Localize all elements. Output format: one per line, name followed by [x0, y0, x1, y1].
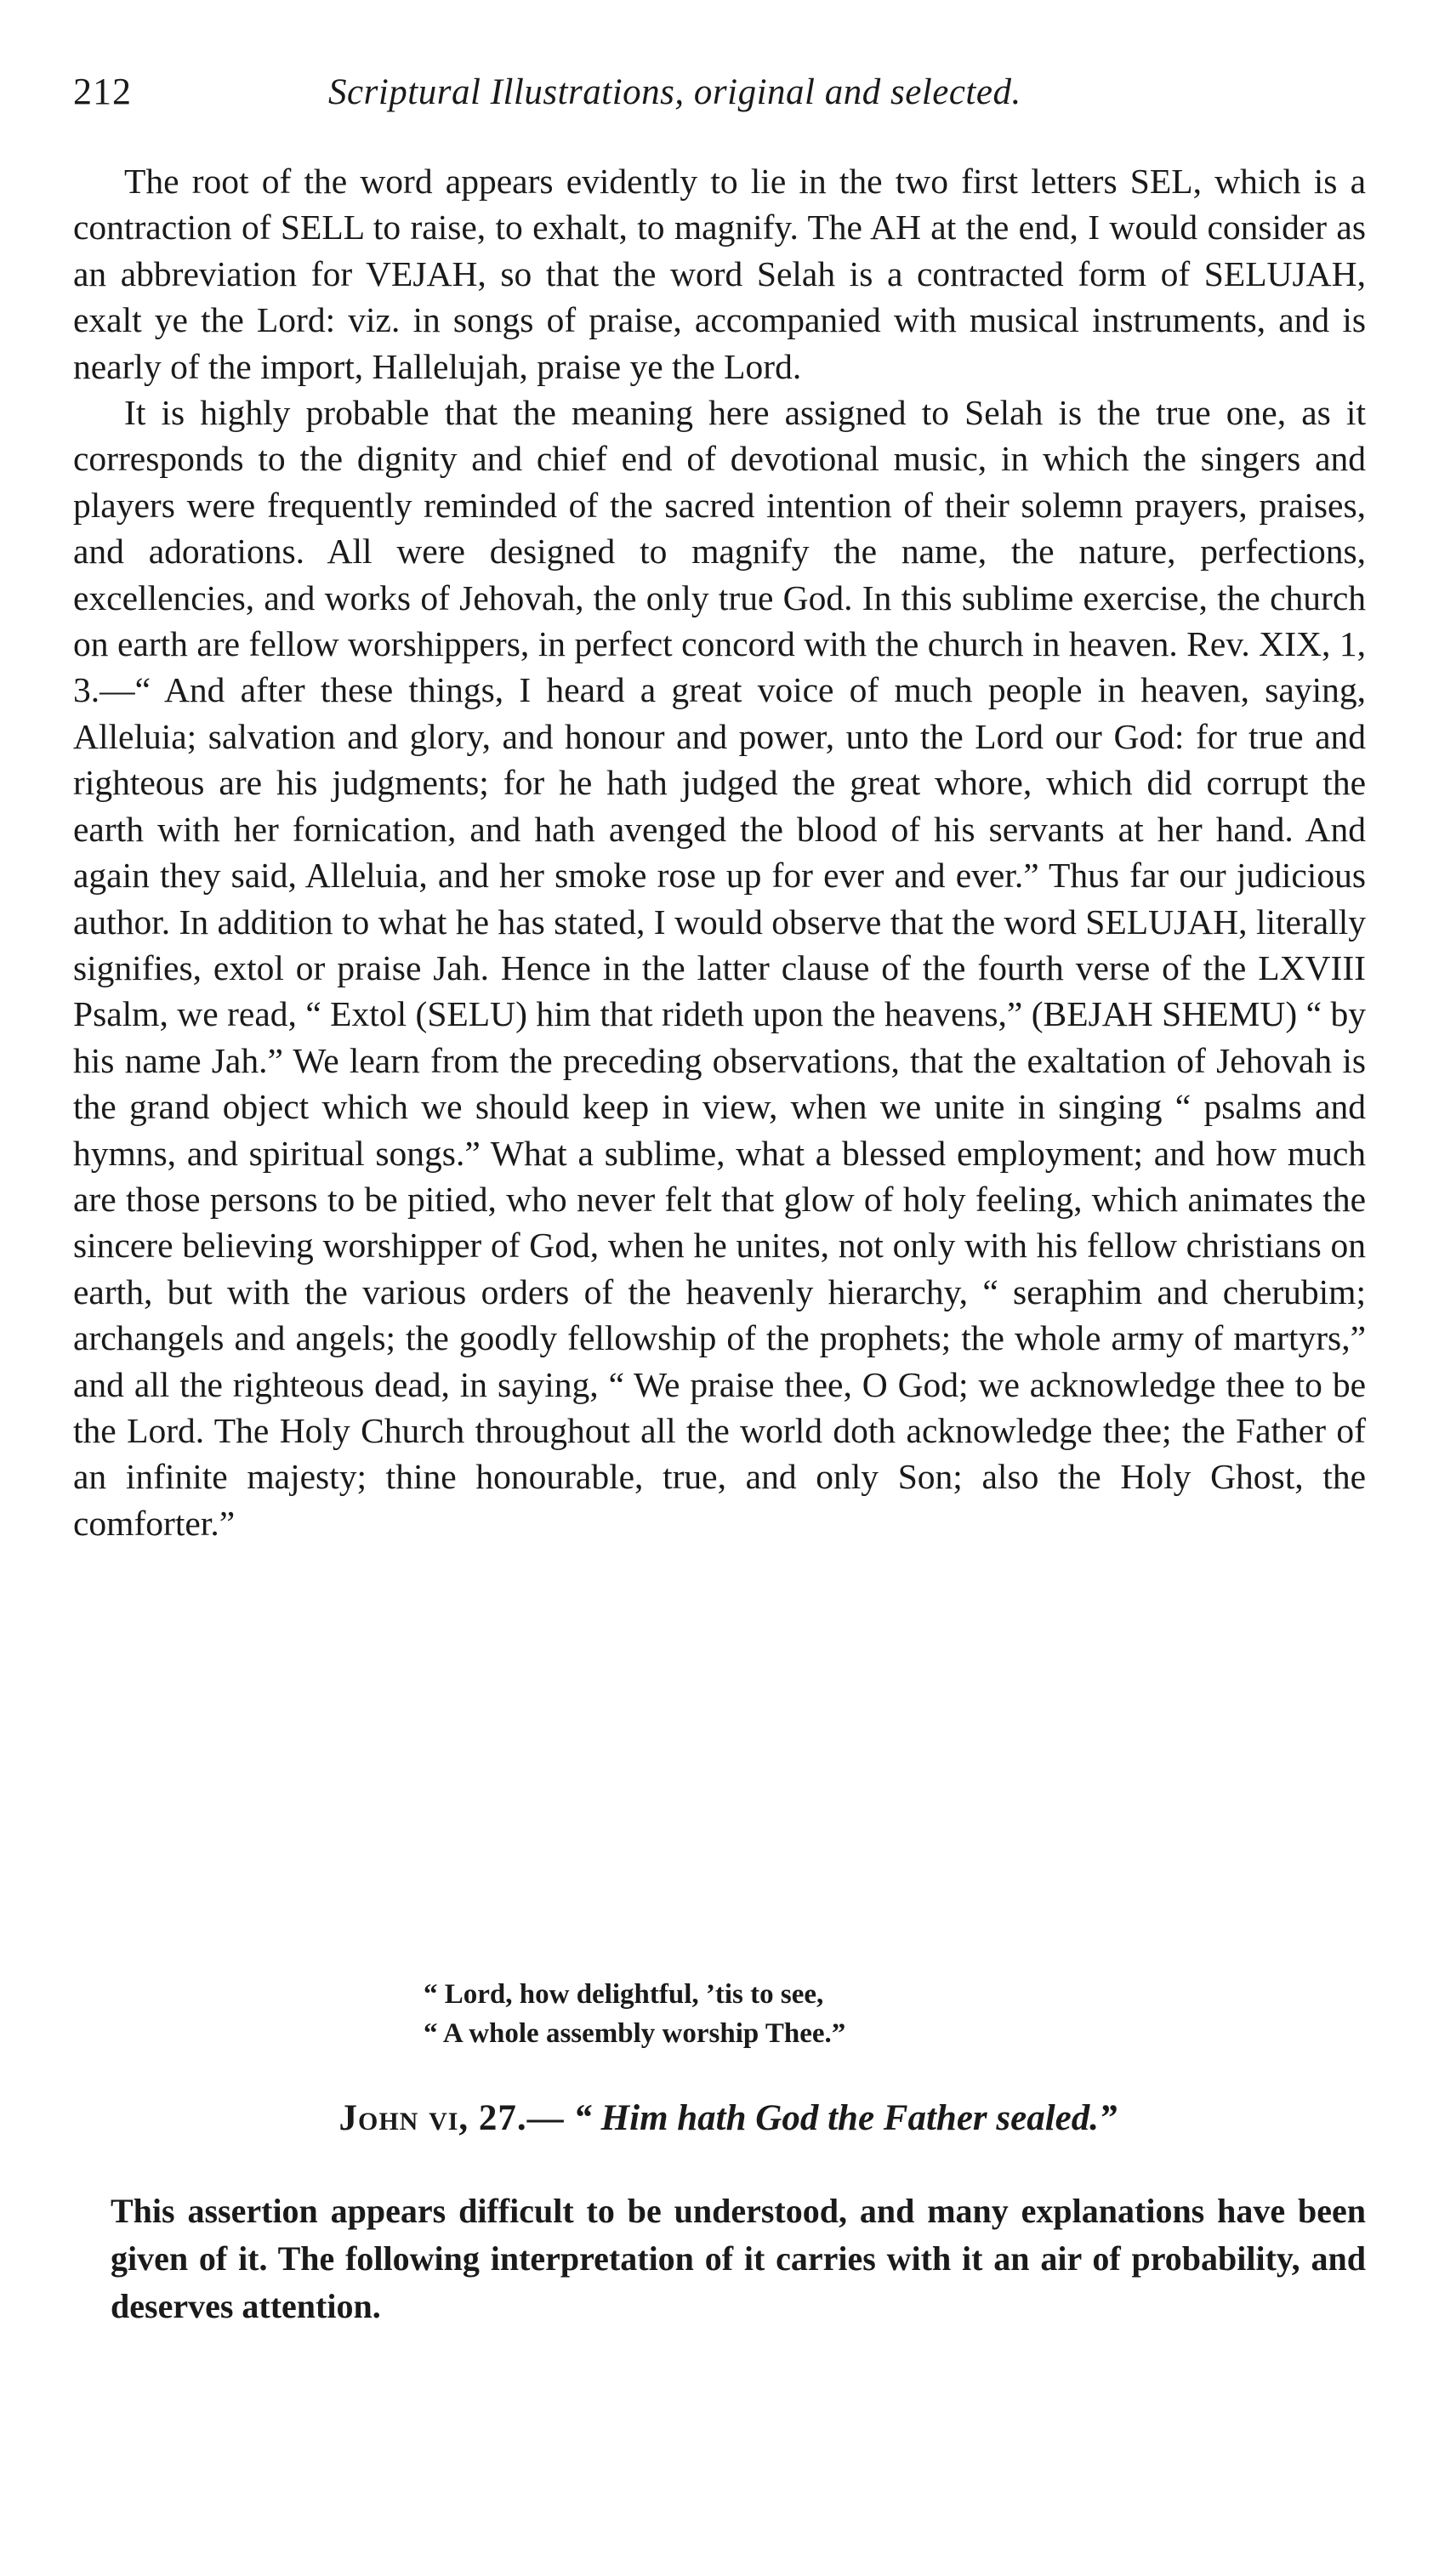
section-reference: John vi, 27.— — [338, 2098, 565, 2138]
verse-line-2: “ A whole assembly worship Thee.” — [424, 2018, 846, 2049]
paragraph-1: The root of the word appears evidently to lie in the two first letters SEL, which is a contraction of SELL to raise, to exhalt, to magnify. The AH at the end, I would consider as an abbreviation for VEJAH, so that the word Selah is a contracted form of SELUJAH, exalt ye the Lord: viz. in songs of praise, accompanied with musical instruments, and is nearly of the import, Hallelujah, praise ye the Lord. — [73, 162, 1366, 386]
page-number: 212 — [73, 71, 132, 112]
section-quote: “ Him hath God the Father sealed.” — [573, 2098, 1118, 2138]
closing-paragraph: This assertion appears difficult to be understood, and many explanations have been given of it. The following interpretation of it carries with it an air of probability, and deserves attention. — [111, 2192, 1366, 2325]
paragraph-2: It is highly probable that the meaning here assigned to Selah is the true one, as it corresponds to the dignity and chief end of devotional music, in which the singers and players were frequently reminded of the sacred intention of their solemn prayers, praises, and adorations. All were designed to magnify the name, the nature, perfections, excellencies, and works of Jehovah, the only true God. In this sublime exercise, the church on earth are fellow worshippers, in perfect concord with the church in heaven. Rev. XIX, 1, 3.—“ And after these things, I heard a great voice of much people in heaven, saying, Alleluia; salvation and glory, and honour and power, unto the Lord our God: for true and righteous are his judgments; for he hath judged the great whore, which did corrupt the earth with her fornication, and hath avenged the blood of his servants at her hand. And again they said, Alleluia, and her smoke rose up for ever and ever.” Thus far our judicious author. In addition to what he has stated, I would observe that the word SELUJAH, literally signifies, extol or praise Jah. Hence in the latter clause of the fourth verse of the LXVIII Psalm, we read, “ Extol (SELU) him that rideth upon the heavens,” (BEJAH SHEMU) “ by his name Jah.” We learn from the preceding observations, that the exaltation of Jehovah is the grand object which we should keep in view, when we unite in singing “ psalms and hymns, and spiritual songs.” What a sublime, what a blessed employment; and how much are those persons to be pitied, who never felt that glow of holy feeling, which animates the sincere believing worshipper of God, when he unites, not only with his fellow christians on earth, but with the various orders of the heavenly hierarchy, “ seraphim and cherubim; archangels and angels; the goodly fellowship of the prophets; the whole army of martyrs,” and all the righteous dead, in saying, “ We praise thee, O God; we acknowledge thee to be the Lord. The Holy Church throughout all the world doth acknowledge thee; the Father of an infinite majesty; thine honourable, true, and only Son; also the Holy Ghost, the comforter.” — [73, 393, 1366, 1543]
verse-couplet — [424, 1975, 845, 2053]
section-heading — [0, 2097, 1456, 2139]
running-head: Scriptural Illustrations, original and selected. — [328, 72, 1021, 112]
page-header — [73, 70, 1383, 129]
main-text — [73, 158, 1366, 1546]
verse-line-1: “ Lord, how delightful, ’tis to see, — [424, 1979, 824, 2010]
